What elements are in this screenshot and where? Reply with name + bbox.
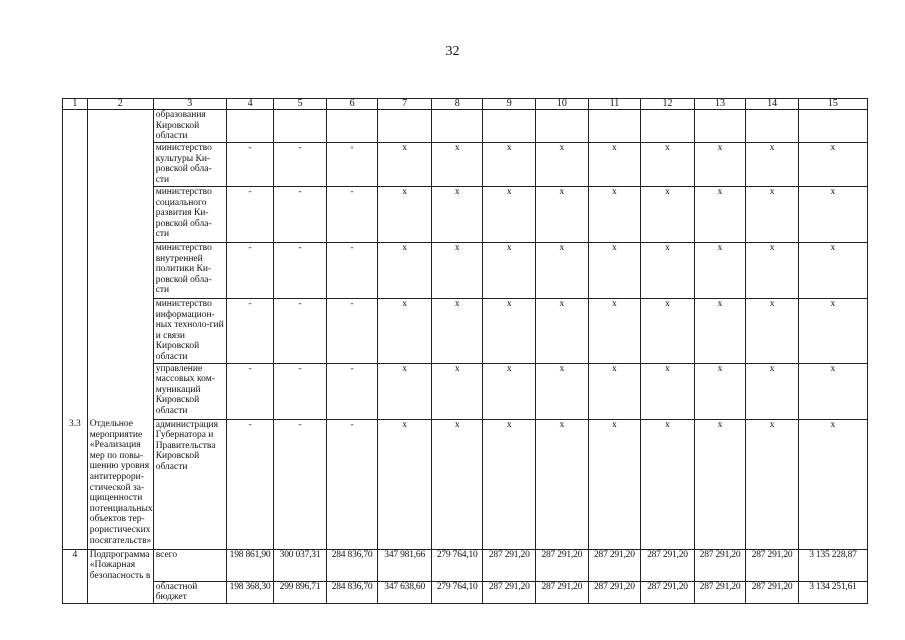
value-cell: х — [746, 363, 799, 419]
value-cell: 287 291,20 — [694, 549, 746, 581]
value-cell: х — [798, 243, 867, 299]
value-cell: - — [326, 299, 378, 364]
row-number-cell: 4 — [63, 549, 88, 581]
value-cell: - — [226, 419, 273, 549]
value-cell: 347 638,60 — [378, 581, 432, 603]
value-cell: 287 291,20 — [483, 581, 536, 603]
table-row — [63, 110, 868, 143]
value-cell: х — [588, 143, 641, 187]
value-cell: 347 981,66 — [378, 549, 432, 581]
value-cell: х — [483, 143, 536, 187]
value-cell: х — [536, 299, 589, 364]
value-cell: х — [431, 299, 483, 364]
value-cell: х — [641, 419, 695, 549]
value-cell: х — [641, 299, 695, 364]
value-cell: х — [694, 419, 746, 549]
value-cell: - — [274, 143, 327, 187]
value-cell: - — [326, 143, 378, 187]
executor-cell: министерство социального развития Ки-ровской обла-сти — [153, 187, 226, 243]
row-number-cell — [63, 187, 88, 243]
executor-cell: министерство культуры Ки-ровской обла-сти — [153, 143, 226, 187]
value-cell: 287 291,20 — [694, 581, 746, 603]
table-row — [63, 187, 868, 243]
value-cell: 287 291,20 — [588, 581, 641, 603]
value-cell: - — [226, 363, 273, 419]
value-cell: х — [641, 143, 695, 187]
header-cell: 6 — [326, 99, 378, 110]
value-cell: х — [431, 143, 483, 187]
value-cell: 287 291,20 — [483, 549, 536, 581]
value-cell: 279 764,10 — [431, 581, 483, 603]
value-cell: х — [588, 419, 641, 549]
value-cell: 287 291,20 — [536, 581, 589, 603]
row-number-cell — [63, 110, 88, 143]
header-cell: 2 — [87, 99, 153, 110]
table-row — [63, 143, 868, 187]
value-cell: х — [641, 243, 695, 299]
measure-cell — [87, 187, 153, 243]
value-cell: - — [274, 299, 327, 364]
executor-cell: всего — [153, 549, 226, 581]
table-row — [63, 299, 868, 364]
header-cell: 11 — [588, 99, 641, 110]
value-cell: х — [694, 143, 746, 187]
value-cell: х — [431, 419, 483, 549]
value-cell: х — [536, 363, 589, 419]
value-cell: х — [746, 243, 799, 299]
value-cell: х — [378, 419, 432, 549]
table-row — [63, 243, 868, 299]
value-cell: - — [326, 187, 378, 243]
header-cell: 14 — [746, 99, 799, 110]
value-cell: х — [798, 363, 867, 419]
header-cell: 7 — [378, 99, 432, 110]
header-cell: 3 — [153, 99, 226, 110]
value-cell: 300 037,31 — [274, 549, 327, 581]
value-cell: - — [326, 419, 378, 549]
value-cell: х — [588, 187, 641, 243]
value-cell: - — [274, 363, 327, 419]
measure-cell — [87, 363, 153, 419]
value-cell: - — [326, 243, 378, 299]
measure-cell: Подпрограмма «Пожарная безопасность в — [87, 549, 153, 581]
value-cell: х — [536, 187, 589, 243]
value-cell: - — [226, 187, 273, 243]
value-cell: х — [431, 187, 483, 243]
value-cell: х — [431, 363, 483, 419]
value-cell: 279 764,10 — [431, 549, 483, 581]
value-cell: - — [274, 187, 327, 243]
table-row — [63, 419, 868, 549]
value-cell — [641, 110, 695, 143]
page-number: 32 — [445, 44, 460, 59]
value-cell: х — [588, 363, 641, 419]
value-cell: х — [588, 243, 641, 299]
value-cell: х — [694, 243, 746, 299]
header-cell: 12 — [641, 99, 695, 110]
value-cell — [798, 110, 867, 143]
measure-cell — [87, 299, 153, 364]
value-cell: 3 135 228,87 — [798, 549, 867, 581]
header-row — [63, 99, 868, 110]
value-cell: х — [641, 187, 695, 243]
measure-cell — [87, 110, 153, 143]
value-cell: х — [798, 187, 867, 243]
value-cell: х — [536, 243, 589, 299]
executor-cell: министерство информацион-ных техноло-гий и связи Кировской области — [153, 299, 226, 364]
executor-cell: министерство внутренней политики Ки-ровской обла-сти — [153, 243, 226, 299]
value-cell: х — [378, 187, 432, 243]
header-cell: 4 — [226, 99, 273, 110]
row-number-cell — [63, 143, 88, 187]
value-cell: х — [798, 143, 867, 187]
value-cell — [694, 110, 746, 143]
executor-cell: образования Кировской области — [153, 110, 226, 143]
value-cell: 287 291,20 — [588, 549, 641, 581]
row-number-cell — [63, 299, 88, 364]
value-cell — [326, 110, 378, 143]
executor-cell: областной бюджет — [153, 581, 226, 603]
value-cell: 198 861,90 — [226, 549, 273, 581]
value-cell: 3 134 251,61 — [798, 581, 867, 603]
value-cell — [746, 110, 799, 143]
value-cell: - — [226, 143, 273, 187]
row-number-cell — [63, 243, 88, 299]
header-cell: 15 — [798, 99, 867, 110]
value-cell: х — [588, 299, 641, 364]
value-cell: 299 896,71 — [274, 581, 327, 603]
table-row — [63, 581, 868, 603]
value-cell: 287 291,20 — [641, 549, 695, 581]
value-cell: х — [746, 143, 799, 187]
header-cell: 8 — [431, 99, 483, 110]
value-cell: х — [378, 243, 432, 299]
value-cell — [226, 110, 273, 143]
value-cell: 287 291,20 — [536, 549, 589, 581]
measure-cell — [87, 143, 153, 187]
value-cell: х — [746, 187, 799, 243]
value-cell: х — [694, 187, 746, 243]
value-cell: х — [798, 419, 867, 549]
value-cell: х — [378, 299, 432, 364]
header-cell: 10 — [536, 99, 589, 110]
value-cell: - — [274, 419, 327, 549]
value-cell: х — [536, 143, 589, 187]
measure-cell: Отдельное мероприятие «Реализация мер по повы-шению уровня антитеррори-стической за-щищенности потенциальных объектов тер-рористических посягательств» — [87, 419, 153, 549]
value-cell: 198 368,30 — [226, 581, 273, 603]
executor-cell: администрация Губернатора и Правительства Кировской области — [153, 419, 226, 549]
value-cell: 287 291,20 — [641, 581, 695, 603]
value-cell: х — [483, 363, 536, 419]
value-cell: 284 836,70 — [326, 581, 378, 603]
row-number-cell — [63, 581, 88, 603]
value-cell: х — [694, 299, 746, 364]
value-cell: х — [746, 299, 799, 364]
value-cell: х — [483, 299, 536, 364]
value-cell: 287 291,20 — [746, 581, 799, 603]
value-cell: - — [226, 299, 273, 364]
value-cell: 284 836,70 — [326, 549, 378, 581]
table-row — [63, 549, 868, 581]
value-cell: х — [641, 363, 695, 419]
value-cell — [483, 110, 536, 143]
value-cell: х — [746, 419, 799, 549]
executor-cell: управление массовых ком-муникаций Кировской области — [153, 363, 226, 419]
value-cell — [378, 110, 432, 143]
header-cell: 1 — [63, 99, 88, 110]
row-number-cell: 3.3 — [63, 419, 88, 549]
value-cell: х — [694, 363, 746, 419]
measure-cell — [87, 243, 153, 299]
value-cell: - — [274, 243, 327, 299]
value-cell — [536, 110, 589, 143]
header-cell: 9 — [483, 99, 536, 110]
value-cell: 287 291,20 — [746, 549, 799, 581]
value-cell — [274, 110, 327, 143]
row-number-cell — [63, 363, 88, 419]
value-cell — [588, 110, 641, 143]
header-cell: 5 — [274, 99, 327, 110]
header-cell: 13 — [694, 99, 746, 110]
value-cell: х — [431, 243, 483, 299]
value-cell: х — [378, 363, 432, 419]
measure-cell — [87, 581, 153, 603]
table-row — [63, 363, 868, 419]
value-cell: х — [483, 243, 536, 299]
value-cell — [431, 110, 483, 143]
value-cell: х — [536, 419, 589, 549]
value-cell: х — [483, 419, 536, 549]
value-cell: х — [483, 187, 536, 243]
value-cell: - — [326, 363, 378, 419]
value-cell: - — [226, 243, 273, 299]
value-cell: х — [378, 143, 432, 187]
budget-table — [62, 98, 868, 604]
value-cell: х — [798, 299, 867, 364]
